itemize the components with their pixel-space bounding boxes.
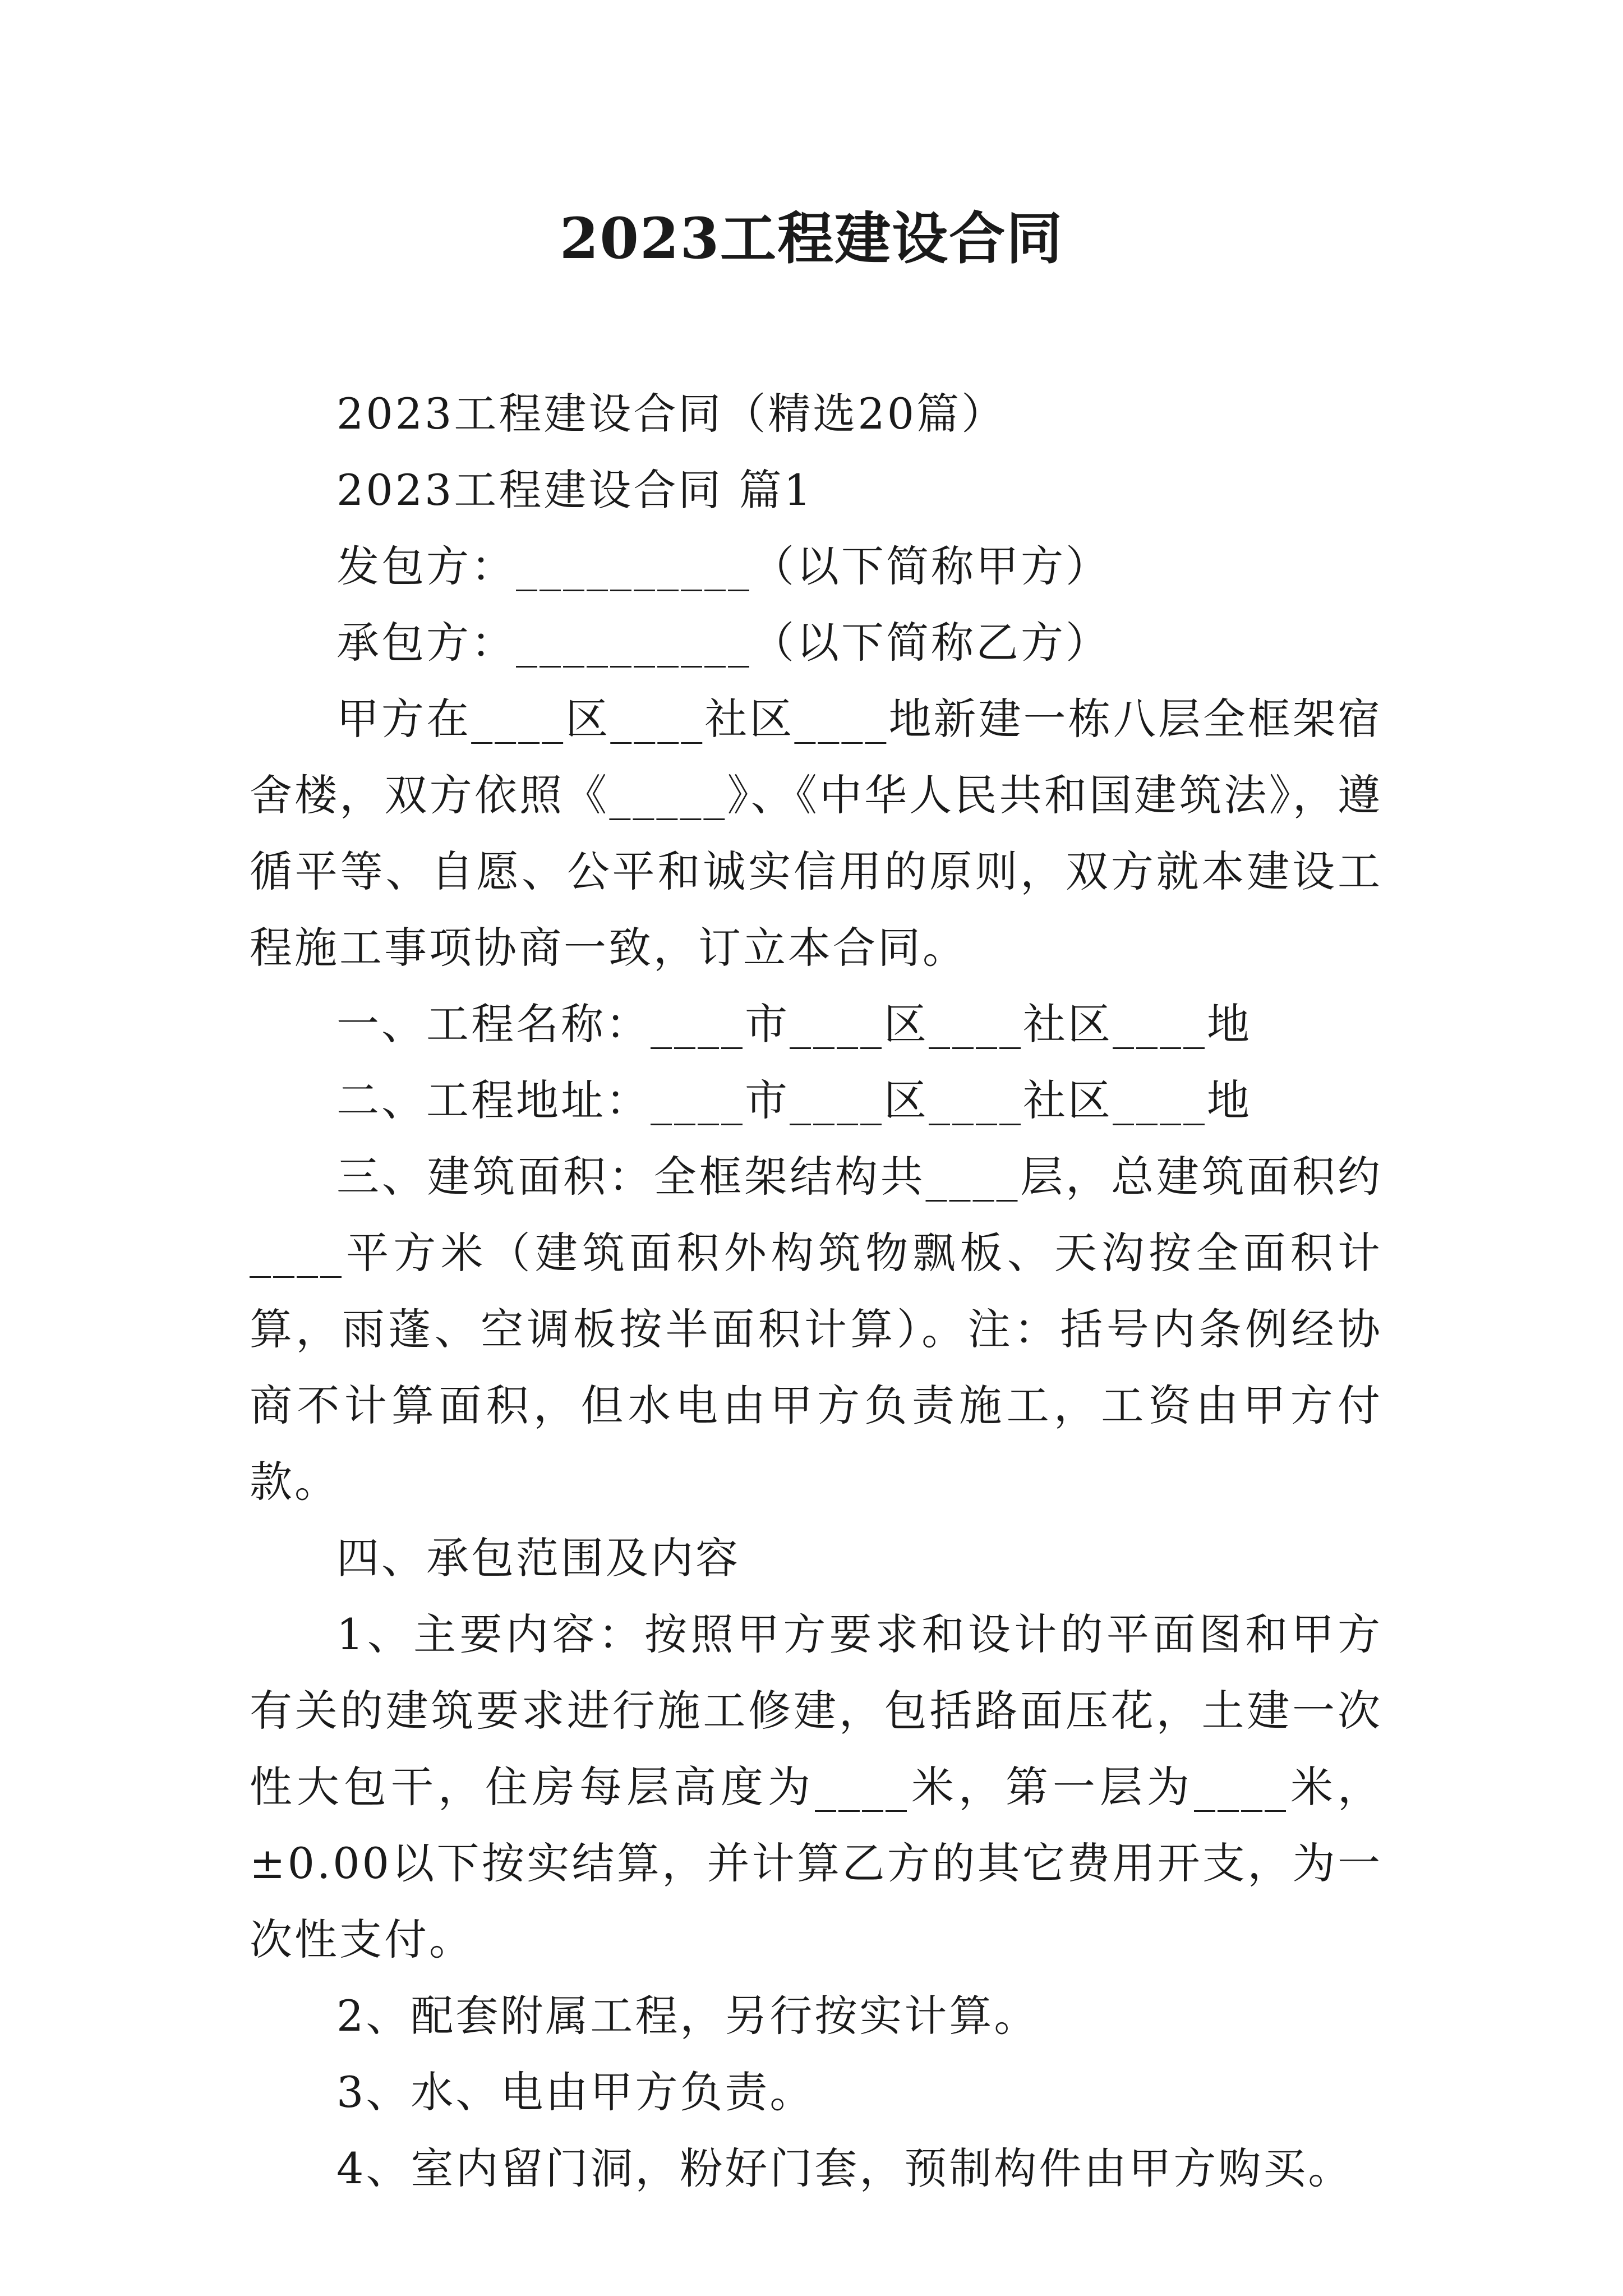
paragraph-project-name: 一、工程名称：____市____区____社区____地: [336, 999, 1252, 1049]
paragraph-subtitle: 2023工程建设合同（精选20篇）: [336, 389, 1007, 439]
paragraph-scope-heading: 四、承包范围及内容: [336, 1533, 740, 1583]
document-body: [250, 376, 1382, 2207]
paragraph-auxiliary-works: 2、配套附属工程，另行按实计算。: [336, 1991, 1039, 2041]
paragraph-main-content: 1、主要内容：按照甲方要求和设计的平面图和甲方有关的建筑要求进行施工修建，包括路面压花，土建一次性大包干，住房每层高度为____米，第一层为____米，±0.00以下按实结算，并计算乙方的其它费用开支，为一次性支付。: [250, 1609, 1382, 1964]
paragraph-preamble: 甲方在____区____社区____地新建一栋八层全框架宿舍楼，双方依照《_____》、《中华人民共和国建筑法》，遵循平等、自愿、公平和诚实信用的原则，双方就本建设工程施工事项协商一致，订立本合同。: [250, 694, 1382, 973]
paragraph-section-heading: 2023工程建设合同 篇1: [336, 465, 813, 515]
paragraph-party-b: 承包方：__________（以下简称乙方）: [336, 618, 1110, 668]
paragraph-party-a: 发包方：__________（以下简称甲方）: [336, 541, 1110, 591]
document-title: 2023工程建设合同: [559, 205, 1064, 272]
paragraph-water-electric: 3、水、电由甲方负责。: [336, 2067, 815, 2117]
paragraph-doorways: 4、室内留门洞，粉好门套，预制构件由甲方购买。: [336, 2143, 1353, 2193]
paragraph-project-address: 二、工程地址：____市____区____社区____地: [336, 1075, 1252, 1125]
paragraph-building-area: 三、建筑面积：全框架结构共____层，总建筑面积约____平方米（建筑面积外构筑物飘板、天沟按全面积计算，雨蓬、空调板按半面积计算）。注：括号内条例经协商不计算面积，但水电由甲方负责施工，工资由甲方付款。: [250, 1152, 1382, 1507]
